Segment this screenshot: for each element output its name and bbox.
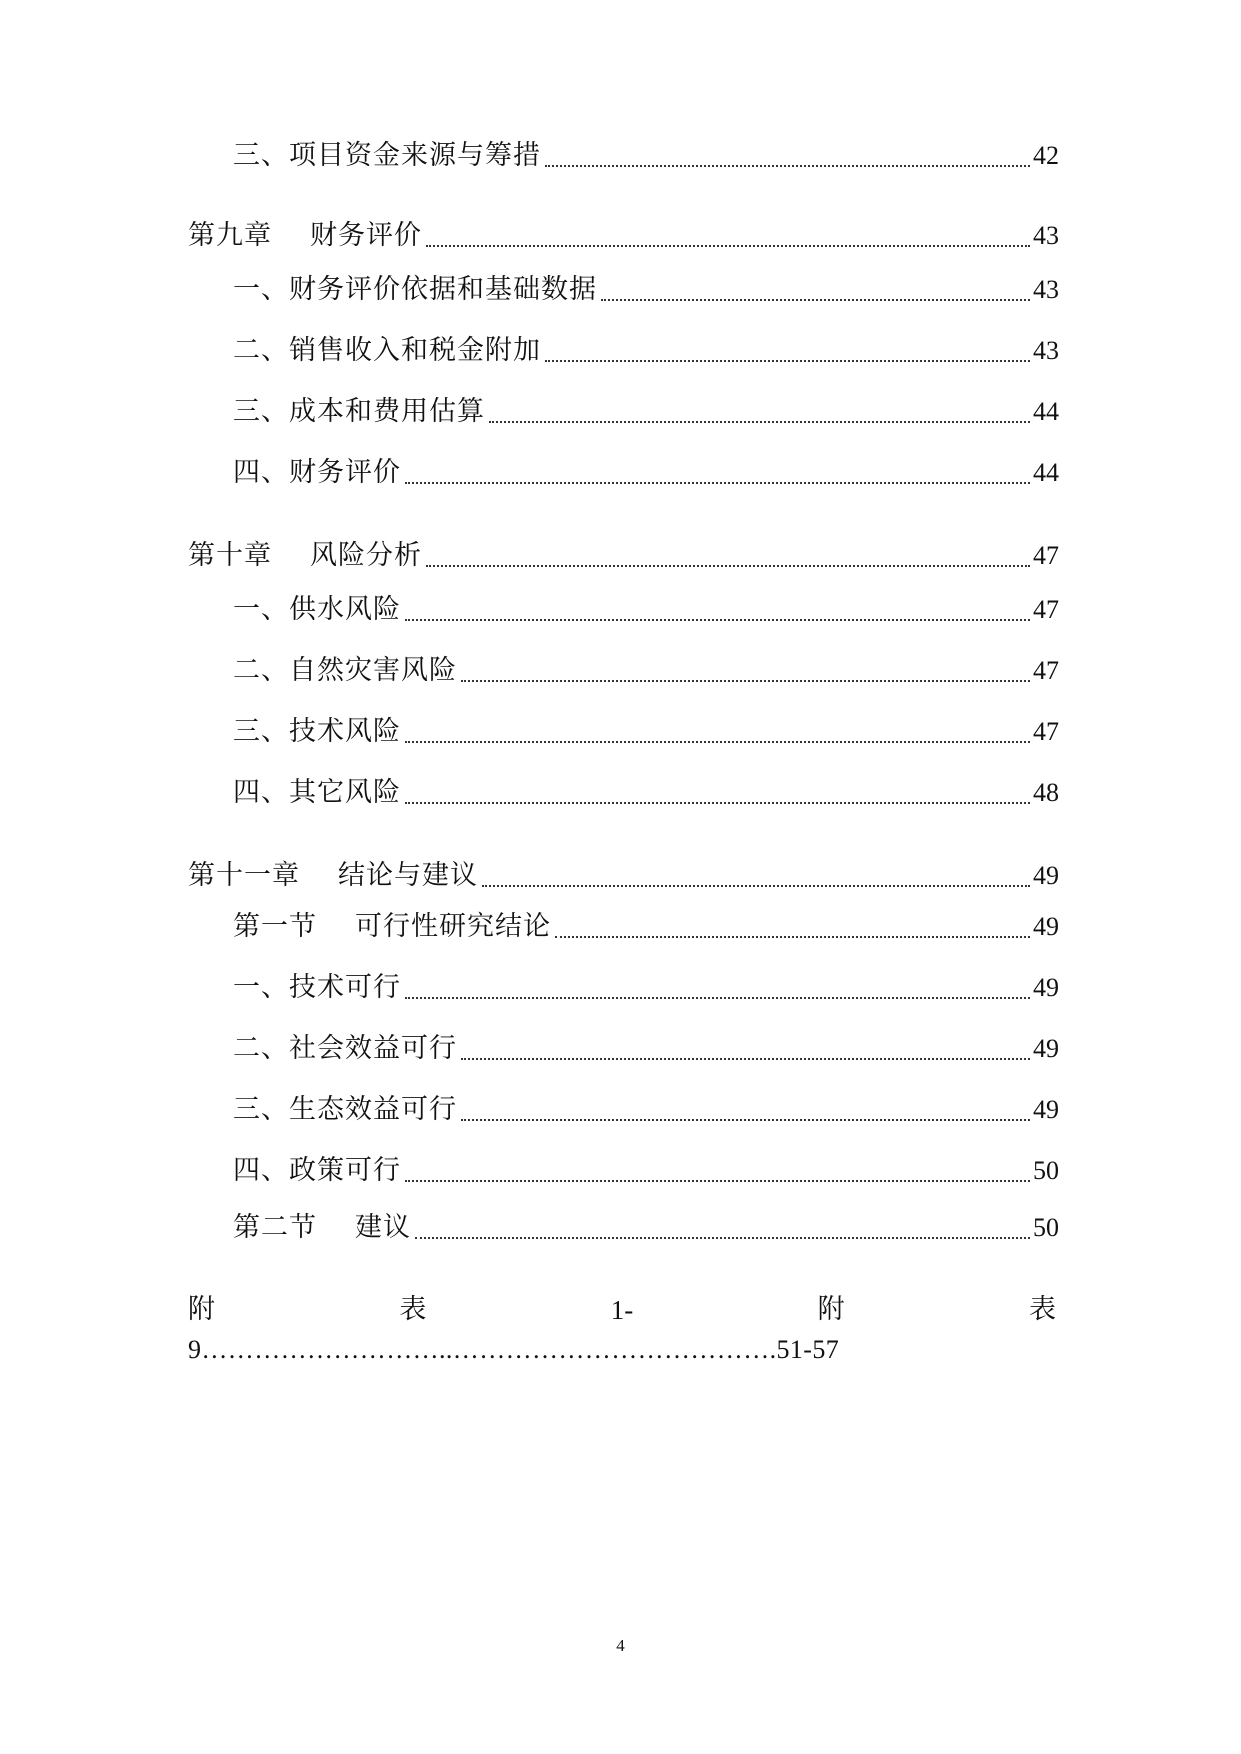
toc-entry-label: 二、销售收入和税金附加: [233, 335, 541, 366]
toc-chapter[interactable]: [188, 216, 1059, 256]
toc-entry[interactable]: [233, 590, 1059, 630]
toc-entry[interactable]: [233, 392, 1059, 432]
dot-leader: [415, 1208, 1030, 1248]
toc-entry-page: 47: [1033, 717, 1059, 746]
toc-entry-label: 四、财务评价: [233, 457, 401, 488]
chapter-title: 风险分析: [310, 540, 422, 571]
dot-leader: [426, 536, 1030, 576]
appendix-word: 1-: [610, 1295, 634, 1325]
toc-appendix-line1[interactable]: [188, 1290, 1056, 1330]
toc-entry-page: 47: [1033, 656, 1059, 685]
section-title: 可行性研究结论: [355, 911, 551, 942]
toc-section[interactable]: [233, 907, 1059, 947]
dot-leader: [461, 1029, 1030, 1069]
toc-entry-page: 49: [1033, 1095, 1059, 1124]
dot-leader: [489, 392, 1030, 432]
toc-entry-page: 42: [1033, 141, 1059, 170]
dot-leader: [405, 1151, 1030, 1191]
toc-entry[interactable]: [233, 1090, 1059, 1130]
toc-entry-page: 47: [1033, 541, 1059, 570]
toc-entry-page: 48: [1033, 778, 1059, 807]
toc-entry-page: 50: [1033, 1156, 1059, 1185]
section-number: 第一节: [233, 911, 317, 942]
dot-leader: [545, 136, 1030, 176]
dot-leader: [545, 331, 1030, 371]
toc-entry[interactable]: [233, 331, 1059, 371]
toc-entry-page: 49: [1033, 1034, 1059, 1063]
chapter-title: 结论与建议: [338, 860, 478, 891]
toc-chapter-label: [188, 856, 478, 896]
chapter-number: 第十章: [188, 540, 272, 571]
toc-section-label: [233, 907, 551, 947]
chapter-number: 第十一章: [188, 860, 300, 891]
dot-leader: [555, 907, 1030, 947]
toc-entry-label: 三、技术风险: [233, 716, 401, 747]
toc-entry-page: 50: [1033, 1213, 1059, 1242]
dot-leader: [461, 1090, 1030, 1130]
toc-entry[interactable]: [233, 1029, 1059, 1069]
chapter-title: 财务评价: [310, 220, 422, 251]
toc-entry-label: 四、其它风险: [233, 777, 401, 808]
toc-entry-page: 49: [1033, 912, 1059, 941]
toc-chapter-label: [188, 536, 422, 576]
page-number: 4: [616, 1636, 625, 1655]
dot-leader: [405, 712, 1030, 752]
appendix-word: 附: [817, 1294, 845, 1325]
toc-entry-page: 44: [1033, 458, 1059, 487]
dot-leader: [405, 773, 1030, 813]
toc-entry-label: 一、财务评价依据和基础数据: [233, 274, 597, 305]
toc-entry-label: 三、项目资金来源与筹措: [233, 140, 541, 171]
dot-leader: [426, 216, 1030, 256]
toc-entry[interactable]: [233, 968, 1059, 1008]
dot-leader: [405, 590, 1030, 630]
dot-leader: [482, 856, 1030, 896]
appendix-word: 表: [1029, 1294, 1056, 1325]
toc-entry-page: 43: [1033, 275, 1059, 304]
toc-entry[interactable]: [233, 712, 1059, 752]
toc-entry[interactable]: [233, 453, 1059, 493]
toc-entry[interactable]: [233, 136, 1059, 176]
toc-entry-label: 二、自然灾害风险: [233, 655, 457, 686]
toc-chapter[interactable]: [188, 536, 1059, 576]
toc-entry-page: 49: [1033, 973, 1059, 1002]
toc-entry-label: 三、生态效益可行: [233, 1094, 457, 1125]
toc-entry[interactable]: [233, 651, 1059, 691]
toc-chapter[interactable]: [188, 856, 1059, 896]
toc-chapter-label: [188, 216, 422, 256]
toc-entry[interactable]: [233, 270, 1059, 310]
toc-entry-label: 一、技术可行: [233, 972, 401, 1003]
toc-section-label: [233, 1208, 411, 1248]
appendix-word: 表: [399, 1294, 427, 1325]
toc-appendix-line2[interactable]: 9………………………..……………………………….51-57: [188, 1335, 840, 1364]
dot-leader: [601, 270, 1030, 310]
dot-leader: [461, 651, 1030, 691]
toc-entry-page: 43: [1033, 221, 1059, 250]
toc-entry[interactable]: [233, 773, 1059, 813]
toc-entry-page: 43: [1033, 336, 1059, 365]
toc-entry-page: 49: [1033, 861, 1059, 890]
toc-entry-label: 一、供水风险: [233, 594, 401, 625]
appendix-word: 附: [188, 1294, 215, 1325]
dot-leader: [405, 968, 1030, 1008]
toc-entry-label: 二、社会效益可行: [233, 1033, 457, 1064]
chapter-number: 第九章: [188, 220, 272, 251]
toc-section[interactable]: [233, 1208, 1059, 1248]
dot-leader: [405, 453, 1030, 493]
section-number: 第二节: [233, 1212, 317, 1243]
toc-entry[interactable]: [233, 1151, 1059, 1191]
toc-entry-page: 47: [1033, 595, 1059, 624]
toc-entry-label: 三、成本和费用估算: [233, 396, 485, 427]
toc-entry-label: 四、政策可行: [233, 1155, 401, 1186]
section-title: 建议: [355, 1212, 411, 1243]
toc-entry-page: 44: [1033, 397, 1059, 426]
